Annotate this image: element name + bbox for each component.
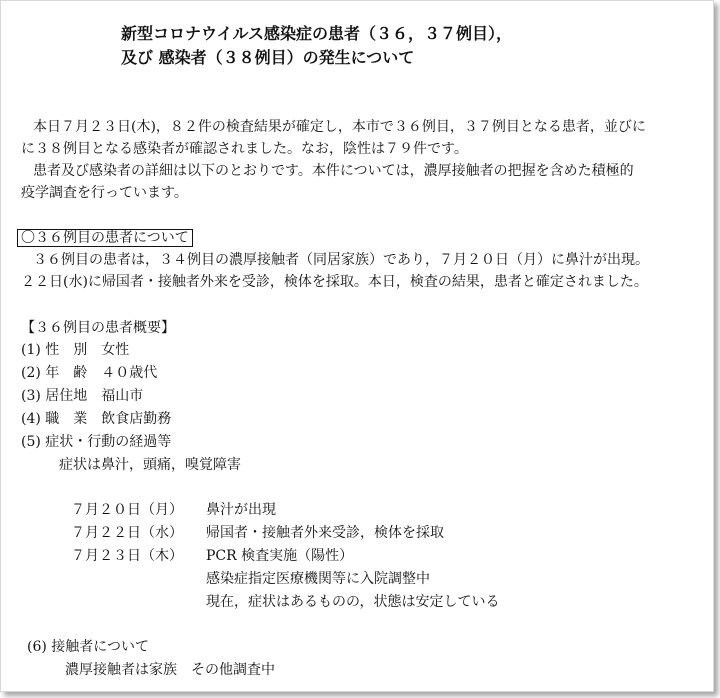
title-line-1: 新型コロナウイルス感染症の患者（３６，３７例目）， [121, 24, 513, 43]
overview-item-symptoms-heading: (5) 症状・行動の経過等 [21, 434, 172, 450]
overview-symptoms-text: 症状は鼻汁，頭痛，嗅覚障害 [59, 457, 241, 473]
contacts-text: 濃厚接触者は家族 その他調査中 [65, 662, 275, 678]
timeline-event-2: 帰国者・接触者外来受診，検体を採取 [206, 525, 444, 541]
intro-paragraph-1-line-1: 本日７月２３日(木)，８２件の検査結果が確定し，本市で３６例目，３７例目となる患者，並びに [33, 119, 646, 135]
timeline-date-2: ７月２２日（水） [71, 525, 183, 541]
timeline-date-3: ７月２３日（木） [71, 548, 183, 564]
timeline-event-1: 鼻汁が出現 [206, 502, 276, 518]
overview-item-sex: (1) 性 別 女性 [21, 342, 130, 358]
section-36-line-2: ２２日(水)に帰国者・接触者外来を受診，検体を採取。本日，検査の結果，患者と確定されました。 [21, 274, 648, 290]
overview-item-age: (2) 年 齢 ４０歳代 [21, 365, 158, 381]
title-line-2: 及び 感染者（３８例目）の発生について [121, 48, 415, 67]
section-36-heading-box: 〇３６例目の患者について [17, 229, 193, 247]
timeline-event-3: PCR 検査実施（陽性） [206, 548, 354, 564]
overview-heading: 【３６例目の患者概要】 [21, 320, 175, 336]
section-36-line-1: ３６例目の患者は，３４例目の濃厚接触者（同居家族）であり，７月２０日（月）に鼻汁が出現。 [33, 252, 649, 268]
timeline-extra-2: 現在，症状はあるものの，状態は安定している [206, 594, 500, 610]
intro-paragraph-2-line-1: 患者及び感染者の詳細は以下のとおりです。本件については，濃厚接触者の把握を含めた積極的 [33, 163, 634, 179]
section-36-heading [17, 229, 193, 247]
timeline-date-1: ７月２０日（月） [71, 502, 183, 518]
overview-item-occupation: (4) 職 業 飲食店勤務 [21, 411, 172, 427]
timeline-extra-1: 感染症指定医療機関等に入院調整中 [206, 571, 430, 587]
overview-item-residence: (3) 居住地 福山市 [21, 388, 144, 404]
contacts-heading: (6) 接触者について [27, 639, 150, 655]
intro-paragraph-1-line-2: に３８例目となる感染者が確認されました。なお，陰性は７９件です。 [21, 141, 468, 157]
intro-paragraph-2-line-2: 疫学調査を行っています。 [21, 185, 188, 201]
